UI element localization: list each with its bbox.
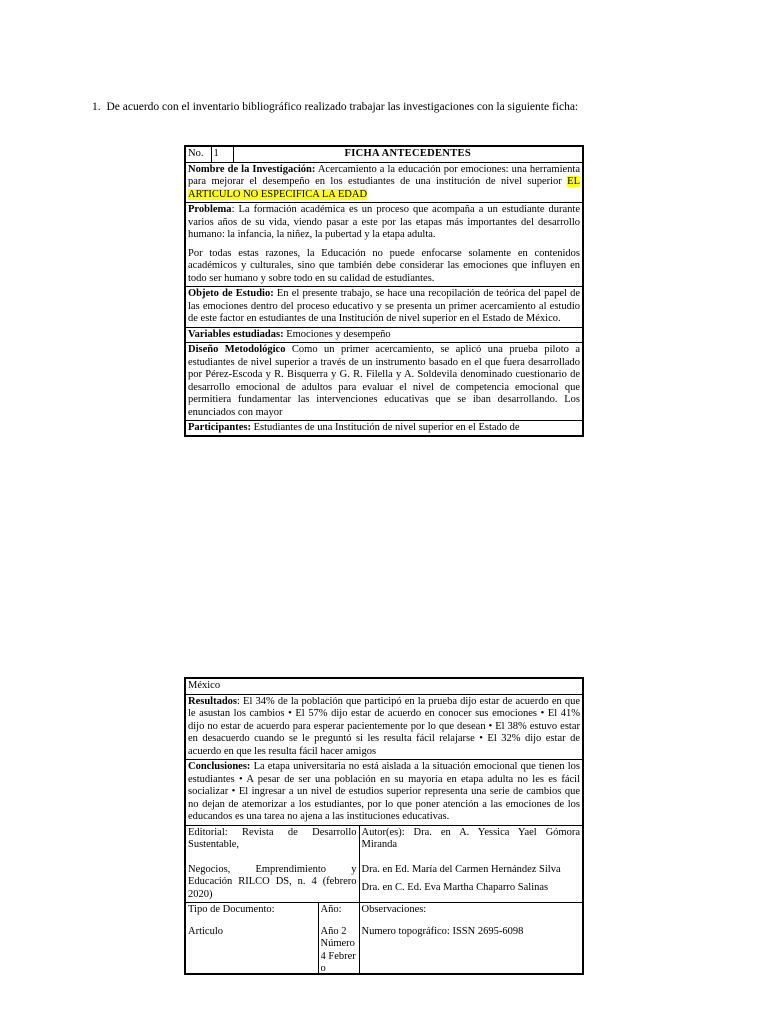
editorial-line1: Editorial: Revista de Desarrollo Sustentable,: [188, 826, 357, 850]
no-value-cell: [211, 146, 233, 162]
anio-cell: [318, 903, 359, 975]
conclusiones-label: Conclusiones:: [188, 761, 251, 772]
obs-label: Observaciones:: [361, 904, 427, 915]
anio-value: Año 2 Número 4 Febrero: [320, 925, 356, 972]
objeto-cell: [185, 287, 583, 328]
nombre-text: Acercamiento a la educación por emociones: una herramienta para mejorar el desempeño en los estudiantes de una institución de nivel superior: [188, 163, 580, 187]
problema-label: Problema: [188, 204, 232, 215]
autor-line3: Dra. en C. Ed. Eva Martha Chaparro Salinas: [361, 882, 549, 893]
editorial-line2: Negocios, Emprendimiento y Educación RILCO DS, n. 4 (febrero 2020): [188, 863, 357, 900]
editorial-cell: [185, 825, 359, 903]
mexico-text: México: [188, 680, 221, 691]
variables-cell: [185, 327, 583, 343]
diseno-cell: [185, 343, 583, 421]
no-label-cell: [185, 146, 211, 162]
variables-label: Variables estudiadas:: [188, 328, 284, 340]
autor-line2: Dra. en Ed. María del Carmen Hernández Silva: [361, 863, 561, 875]
autor-cell: [359, 825, 583, 903]
tipo-cell: [185, 903, 318, 975]
nombre-label: Nombre de la Investigación:: [188, 163, 316, 175]
diseno-label: Diseño Metodológico: [188, 344, 286, 355]
ficha-table-page2: [184, 677, 584, 975]
tipo-value: Articulo: [188, 925, 223, 937]
resultados-text: : El 34% de la población que participó en la prueba dijo estar de acuerdo en que le asustan los cambios • El 57% dijo estar de acuerdo en conocer sus emociones • El 41% dijo no estar de acuerdo para esperar pacientemente por lo que desean • El 38% estuvo estar en desacuerdo cuando se le preguntó si les resulta fácil relajarse • El 32% dijo estar de acuerdo en que les resulta fácil hacer amigos: [188, 695, 580, 757]
nombre-highlight: EL ARTICULO NO ESPECIFICA LA EDAD: [188, 176, 580, 200]
obs-cell: [359, 903, 583, 975]
intro-text: De acuerdo con el inventario bibliográfico realizado trabajar las investigaciones con la siguiente ficha:: [106, 101, 579, 113]
nombre-cell: [185, 162, 583, 203]
ficha-header: [233, 146, 583, 162]
problema-text2: Por todas estas razones, la Educación no puede enfocarse solamente en contenidos académicos y culturales, sino que también debe considerar las emociones que influyen en todo ser humano y sobre todo en su calidad de estudiantes.: [188, 247, 580, 284]
autor-line1: Autor(es): Dra. en A. Yessica Yael Gómora Miranda: [361, 826, 580, 850]
participantes-label: Participantes:: [188, 422, 251, 433]
intro-line: [92, 101, 578, 114]
intro-number: 1.: [92, 101, 101, 113]
tipo-label: Tipo de Documento:: [188, 904, 275, 915]
resultados-label: Resultados: [188, 695, 238, 707]
variables-text: Emociones y desempeño: [283, 328, 391, 340]
conclusiones-cell: [185, 760, 583, 826]
anio-label: Año:: [320, 904, 342, 915]
ficha-table-page1: [184, 145, 584, 437]
mexico-cell: [185, 678, 583, 694]
problema-text: : La formación académica es un proceso que acompaña a un estudiante durante varios años de su vida, viendo pasar a este por las etapas más importantes del desarrollo humano: la infancia, la niñez, la pubertad y la etapa adulta.: [188, 204, 580, 240]
obs-value: Numero topográfico: ISSN 2695-6098: [361, 925, 524, 937]
conclusiones-text: La etapa universitaria no está aislada a la situación emocional que tienen los estudiantes • A pesar de ser una población en su mayoría en etapa adulta no les es fácil socializar • El ingresar a un nivel de estudios superior representa una serie de cambios que no dejan de atemorizar a los estudiantes, por lo que poner atención a las emociones de los educandos es una tarea no ajena a las instituciones educativas.: [188, 761, 580, 822]
no-label: No.: [188, 148, 204, 159]
participantes-cell: [185, 421, 583, 437]
diseno-text: Como un primer acercamiento, se aplicó una prueba piloto a estudiantes de nivel superior a través de un instrumento basado en el que fuera desarrollado por Pérez-Escoda y R. Bisquerra y G. R. Filella y A. Soldevila denominado cuestionario de desarrollo emocional de adultos para evaluar el nivel de competencia emocional que permitiera fundamentar las intervenciones educativas que se iban desarrollando. Los enunciados con mayor: [188, 344, 580, 418]
objeto-text: En el presente trabajo, se hace una recopilación de teórica del papel de las emociones dentro del proceso educativo y se presenta un primer acercamiento al estudio de este factor en estudiantes de una Institución de nivel superior en el Estado de México.: [188, 288, 580, 324]
problema-cell: [185, 203, 583, 287]
participantes-text: Estudiantes de una Institución de nivel superior en el Estado de: [251, 422, 520, 433]
resultados-cell: [185, 694, 583, 760]
no-value: 1: [213, 148, 219, 159]
ficha-title: FICHA ANTECEDENTES: [344, 148, 471, 159]
objeto-label: Objeto de Estudio:: [188, 288, 274, 299]
